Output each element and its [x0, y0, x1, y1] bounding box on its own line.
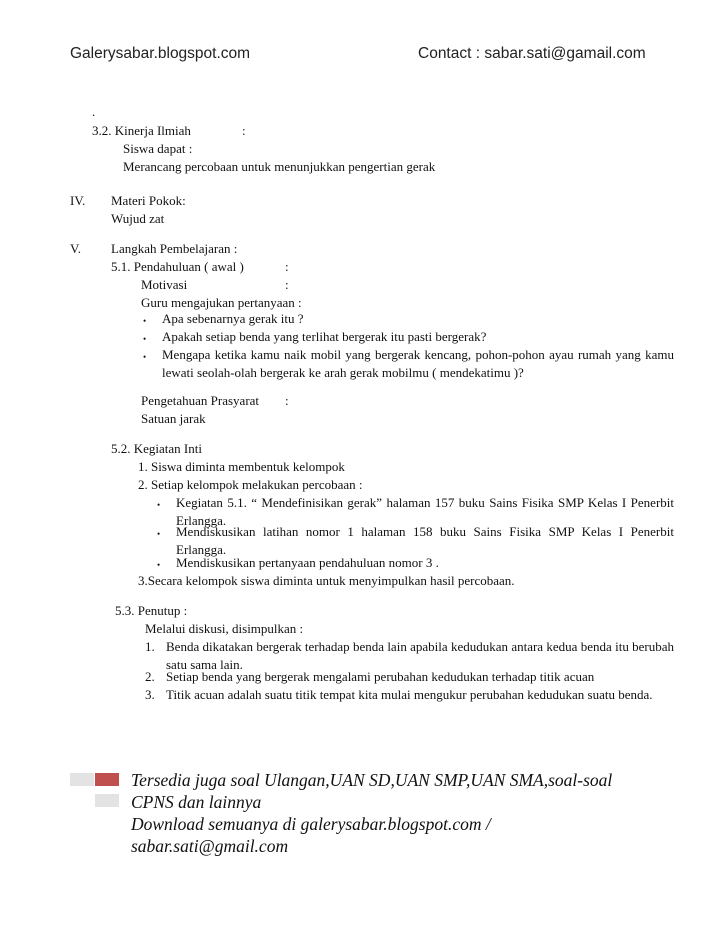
activity-item: 1. Siswa diminta membentuk kelompok — [138, 459, 345, 474]
section-4-content: Wujud zat — [111, 211, 165, 226]
bullet-icon: • — [143, 316, 147, 326]
bullet-icon: • — [143, 352, 147, 362]
footer-line: Download semuanya di galerysabar.blogspot.com / — [131, 814, 491, 834]
motivasi-label: Motivasi — [141, 277, 188, 292]
footer-line: sabar.sati@gmail.com — [131, 836, 289, 856]
section-5-title: Langkah Pembelajaran : — [111, 241, 238, 256]
bullet-icon: • — [157, 529, 161, 539]
motivasi-colon: : — [285, 277, 289, 292]
stray-dot: . — [92, 104, 96, 119]
prasyarat-colon: : — [285, 393, 289, 408]
section-3-2-title: 3.2. Kinerja Ilmiah — [92, 123, 191, 138]
penutup-intro: Melalui diskusi, disimpulkan : — [145, 621, 304, 636]
section-5-1-colon: : — [285, 259, 289, 274]
section-5-1-title: 5.1. Pendahuluan ( awal ) — [111, 259, 244, 274]
conclusion-number: 2. — [145, 669, 155, 684]
section-3-2-line1: Siswa dapat : — [123, 141, 193, 156]
prasyarat-content: Satuan jarak — [141, 411, 206, 426]
conclusion-item: Titik acuan adalah suatu titik tempat kita mulai mengukur perubahan kedudukan suatu benda. — [166, 687, 653, 702]
logo-red-square — [95, 773, 119, 786]
conclusion-number: 1. — [145, 639, 155, 654]
section-4-number: IV. — [70, 193, 86, 208]
section-3-2-colon: : — [242, 123, 246, 138]
conclusion-item: Benda dikatakan bergerak terhadap benda lain apabila kedudukan antara kedua benda itu berubah satu sama lain. — [166, 639, 674, 672]
activity-item: 3.Secara kelompok siswa diminta untuk menyimpulkan hasil percobaan. — [138, 573, 515, 588]
footer-line: Tersedia juga soal Ulangan,UAN SD,UAN SMP,UAN SMA,soal-soal — [131, 770, 613, 790]
question-item: Apakah setiap benda yang terlihat bergerak itu pasti bergerak? — [162, 329, 487, 344]
logo-gray-square — [70, 773, 94, 786]
logo-gray-square — [95, 794, 119, 807]
activity-subitem: Mendiskusikan latihan nomor 1 halaman 158 buku Sains Fisika SMP Kelas I Penerbit Erlangga. — [176, 524, 674, 557]
conclusion-number: 3. — [145, 687, 155, 702]
section-5-number: V. — [70, 241, 81, 256]
guru-line: Guru mengajukan pertanyaan : — [141, 295, 302, 310]
activity-subitem: Kegiatan 5.1. “ Mendefinisikan gerak” halaman 157 buku Sains Fisika SMP Kelas I Penerbit Erlangga. — [176, 495, 674, 528]
activity-item: 2. Setiap kelompok melakukan percobaan : — [138, 477, 363, 492]
bullet-icon: • — [157, 560, 161, 570]
bullet-icon: • — [143, 334, 147, 344]
bullet-icon: • — [157, 500, 161, 510]
section-3-2-line2: Merancang percobaan untuk menunjukkan pengertian gerak — [123, 159, 436, 174]
question-item: Apa sebenarnya gerak itu ? — [162, 311, 304, 326]
activity-subitem: Mendiskusikan pertanyaan pendahuluan nomor 3 . — [176, 555, 439, 570]
section-4-title: Materi Pokok: — [111, 193, 186, 208]
section-5-3-title: 5.3. Penutup : — [115, 603, 188, 618]
prasyarat-label: Pengetahuan Prasyarat — [141, 393, 260, 408]
conclusion-item: Setiap benda yang bergerak mengalami perubahan kedudukan terhadap titik acuan — [166, 669, 595, 684]
header-site: Galerysabar.blogspot.com — [70, 45, 251, 62]
footer-line: CPNS dan lainnya — [131, 792, 262, 812]
question-item: Mengapa ketika kamu naik mobil yang bergerak kencang, pohon-pohon ayau rumah yang kamu lewati seolah-olah bergerak ke arah gerak mobilmu ( mendekatimu )? — [162, 347, 674, 380]
section-5-2-title: 5.2. Kegiatan Inti — [111, 441, 202, 456]
header-contact: Contact : sabar.sati@gamail.com — [418, 45, 646, 62]
